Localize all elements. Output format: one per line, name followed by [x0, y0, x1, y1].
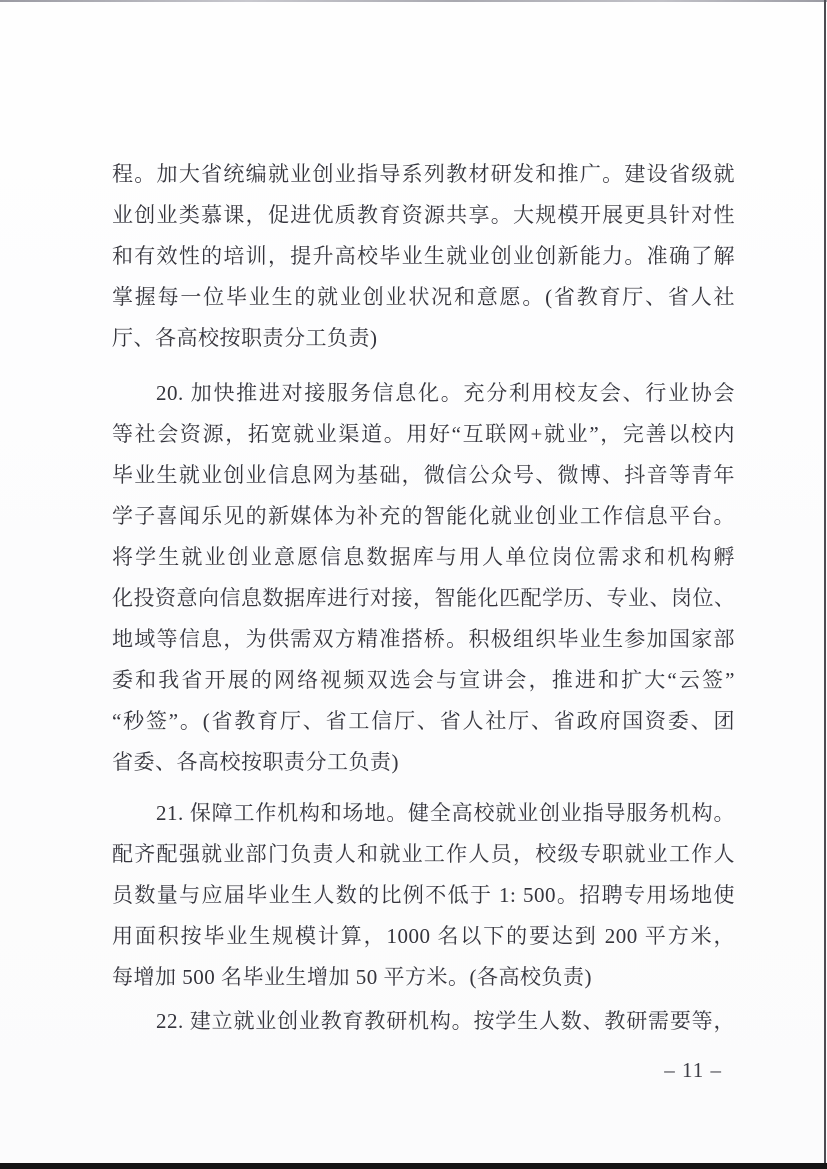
text-line: 等社会资源，拓宽就业渠道。用好“互联网+就业”，完善以校内	[112, 422, 735, 446]
text-line: 委和我省开展的网络视频双选会与宣讲会，推进和扩大“云签”	[112, 668, 735, 692]
text-line: 配齐配强就业部门负责人和就业工作人员，校级专职就业工作人	[112, 842, 735, 866]
text-line: 地域等信息，为供需双方精准搭桥。积极组织毕业生参加国家部	[112, 627, 735, 651]
text-line: 厅、各高校按职责分工负责)	[112, 326, 378, 350]
text-line: 每增加 500 名毕业生增加 50 平方米。(各高校负责)	[112, 965, 592, 989]
scan-edge-right	[824, 0, 826, 1169]
text-line: 员数量与应届毕业生人数的比例不低于 1: 500。招聘专用场地使	[112, 883, 735, 907]
text-line: 毕业生就业创业信息网为基础，微信公众号、微博、抖音等青年	[112, 463, 735, 487]
text-line: 掌握每一位毕业生的就业创业状况和意愿。(省教育厅、省人社	[112, 285, 735, 309]
paragraph-item-20	[112, 373, 735, 783]
page-number: – 11 –	[664, 1058, 722, 1082]
paragraph-item-22-start	[112, 1001, 735, 1042]
scan-edge-top	[0, 0, 827, 2]
document-body-text	[112, 154, 735, 1042]
paragraph-item-19-continuation	[112, 154, 735, 359]
text-line: 将学生就业创业意愿信息数据库与用人单位岗位需求和机构孵	[112, 545, 735, 569]
text-line: 21. 保障工作机构和场地。健全高校就业创业指导服务机构。	[156, 801, 735, 825]
text-line: 学子喜闻乐见的新媒体为补充的智能化就业创业工作信息平台。	[112, 504, 735, 528]
text-line: 业创业类慕课，促进优质教育资源共享。大规模开展更具针对性	[112, 203, 735, 227]
paragraph-item-21	[112, 793, 735, 998]
text-line: 20. 加快推进对接服务信息化。充分利用校友会、行业协会	[156, 381, 735, 405]
text-line: 22. 建立就业创业教育教研机构。按学生人数、教研需要等，	[156, 1009, 735, 1033]
text-line: 程。加大省统编就业创业指导系列教材研发和推广。建设省级就	[112, 162, 735, 186]
scan-edge-bottom	[0, 1163, 827, 1169]
text-line: 省委、各高校按职责分工负责)	[112, 750, 399, 774]
text-line: 化投资意向信息数据库进行对接，智能化匹配学历、专业、岗位、	[112, 586, 736, 610]
text-line: 和有效性的培训，提升高校毕业生就业创业创新能力。准确了解	[112, 244, 735, 268]
text-line: 用面积按毕业生规模计算，1000 名以下的要达到 200 平方米，	[112, 924, 735, 948]
text-line: “秒签”。(省教育厅、省工信厅、省人社厅、省政府国资委、团	[112, 709, 735, 733]
